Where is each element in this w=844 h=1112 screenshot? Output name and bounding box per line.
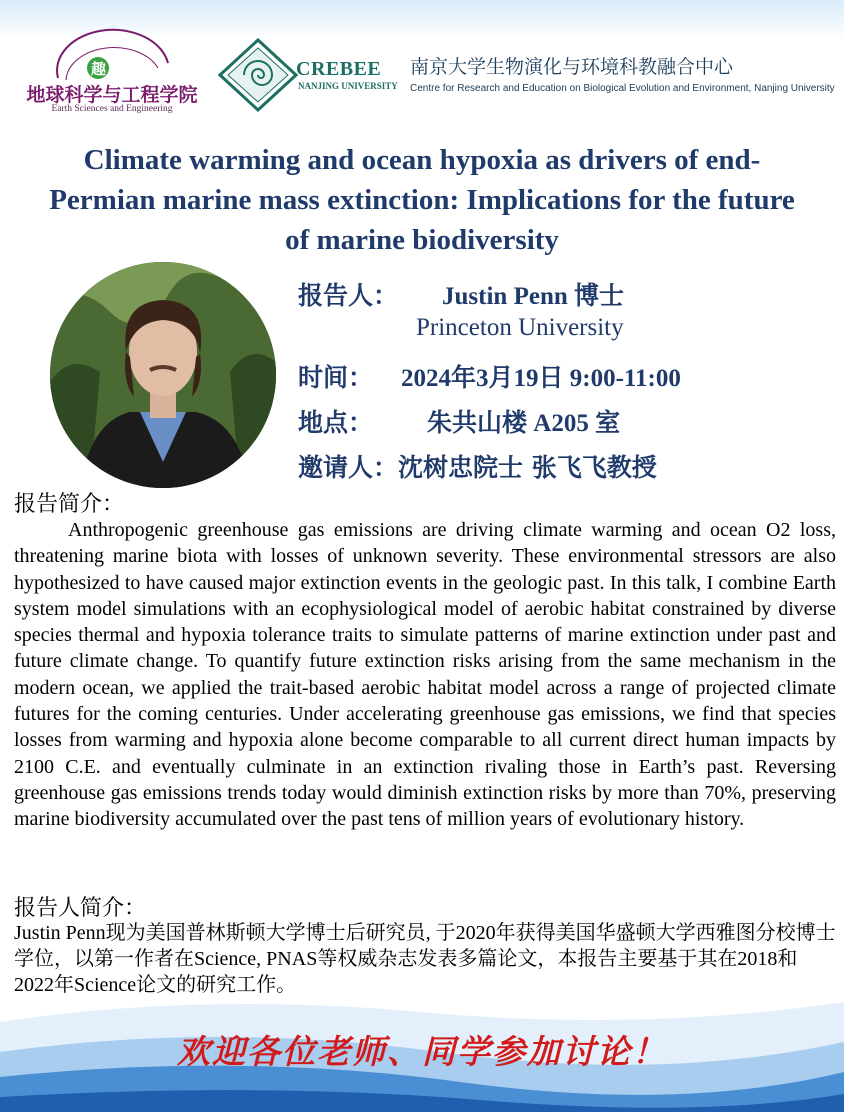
- abstract-heading: 报告简介：: [14, 492, 125, 517]
- host-value: 沈树忠院士 张飞飞教授: [398, 453, 657, 482]
- ese-name-cn: 地球科学与工程学院: [26, 84, 198, 106]
- crebee-sub: NANJING UNIVERSITY: [298, 81, 398, 91]
- speaker-label: 报告人：: [298, 281, 399, 310]
- host-row: [298, 448, 657, 484]
- talk-title: Climate warming and ocean hypoxia as drivers of end-Permian marine mass extinction: Implications for the future of marine biodiversity: [49, 144, 795, 256]
- crebee-emblem: [218, 38, 298, 112]
- bio-heading: 报告人简介：: [14, 896, 147, 921]
- ese-name-en: Earth Sciences and Engineering: [51, 104, 173, 114]
- bio-text: Justin Penn现为美国普林斯顿大学博士后研究员, 于2020年获得美国华盛顿大学西雅图分校博士学位，以第一作者在Science, PNAS等权威杂志发表多篇论文，本报告主要基于其在2018和2022年Science论文的研究工作。: [14, 922, 836, 996]
- host-label: 邀请人：: [298, 453, 399, 482]
- speaker-name: Justin Penn 博士: [442, 283, 624, 310]
- place-value: 朱共山楼 A205 室: [427, 410, 621, 437]
- time-row: [298, 358, 681, 394]
- place-label: 地点：: [298, 408, 374, 437]
- time-value: 2024年3月19日 9:00-11:00: [401, 365, 681, 392]
- center-name-cn: 南京大学生物演化与环境科教融合中心: [410, 56, 734, 78]
- welcome-banner: 欢迎各位老师、同学参加讨论！: [177, 1032, 667, 1071]
- svg-text:趣: 趣: [91, 60, 107, 78]
- abstract-text: Anthropogenic greenhouse gas emissions are driving climate warming and ocean O2 loss, threatening marine biota with losses of unknown severity. These environmental stressors are also hypothesized to have caused major extinction events in the geologic past. In this talk, I combine Earth system model simulations with an ecophysiological model of aerobic habitat constrained by diverse species thermal and hypoxia tolerance traits to simulate patterns of marine extinction under past and future climate change. To quantify future extinction risks arising from the same mechanism in the modern ocean, we applied the trait-based aerobic habitat model across a range of projected climate futures for the coming centuries. Under accelerating greenhouse gas emissions, we find that species losses from warming and hypoxia alone become comparable to all current direct human impacts by 2100 C.E. and eventually culminate in an extinction rivaling those in Earth’s past. Reversing greenhouse gas emissions trends today would diminish extinction risks by more than 70%, preserving marine biodiversity accumulated over the past tens of million years of evolutionary history.: [14, 519, 836, 831]
- speaker-affiliation: Princeton University: [416, 314, 624, 341]
- speaker-photo: [50, 262, 276, 488]
- center-name-en: Centre for Research and Education on Biological Evolution and Environment, Nanjing University: [410, 83, 835, 94]
- crebee-wordmark: CREBEE: [296, 58, 382, 80]
- speaker-row: [298, 276, 624, 312]
- time-label: 时间：: [298, 363, 374, 392]
- place-row: [298, 403, 620, 439]
